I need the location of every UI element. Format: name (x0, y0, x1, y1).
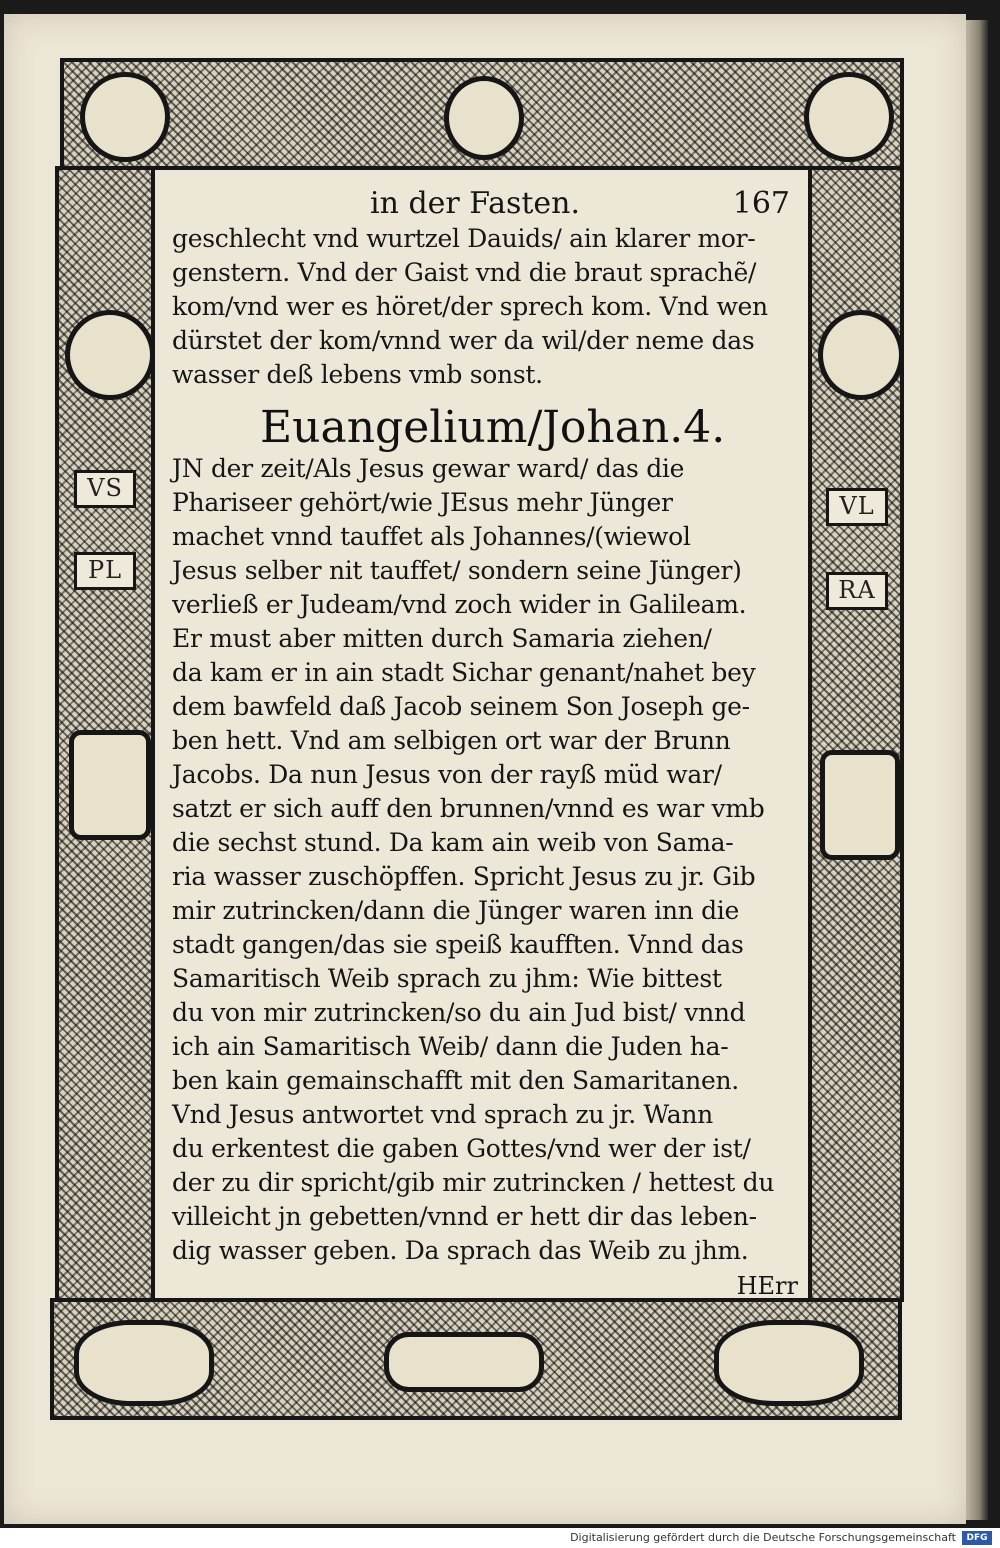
ornament-orb-right (818, 310, 904, 400)
body-line: dem bawfeld daß Jacob seinem Son Joseph ge- (172, 692, 750, 721)
page-number: 167 (732, 186, 790, 221)
section-heading: Euangelium/Johan.4. (260, 402, 726, 453)
text-block (160, 172, 808, 1300)
body-line: ria wasser zuschöpffen. Spricht Jesus zu jr. Gib (172, 862, 756, 891)
body-line: ben kain gemainschafft mit den Samaritanen. (172, 1066, 739, 1095)
catchword: HErr (736, 1272, 798, 1300)
intro-line: geschlecht vnd wurtzel Dauids/ ain klarer mor- (172, 224, 756, 253)
footer-strip (0, 1528, 1000, 1548)
woodcut-border-bottom (50, 1298, 902, 1420)
ornament-urn-left (69, 730, 151, 840)
body-line: ich ain Samaritisch Weib/ dann die Juden ha- (172, 1032, 729, 1061)
body-line: stadt gangen/das sie speiß kaufften. Vnnd das (172, 930, 744, 959)
border-label-vs: VS (74, 470, 136, 508)
body-line: die sechst stund. Da kam ain weib von Sama- (172, 828, 734, 857)
body-line: Er must aber mitten durch Samaria ziehen/ (172, 624, 712, 653)
border-label-pl: PL (74, 552, 136, 590)
body-line: JN der zeit/Als Jesus gewar ward/ das die (172, 454, 685, 483)
ornament-scroll-right (804, 72, 894, 162)
woodcut-border-right (808, 166, 904, 1302)
page-edge (966, 20, 988, 1520)
running-head-title: in der Fasten. (370, 186, 581, 221)
ornament-cartouche (384, 1332, 544, 1392)
body-line: Phariseer gehört/wie JEsus mehr Jünger (172, 488, 673, 517)
body-line: Jacobs. Da nun Jesus von der rayß müd war/ (172, 760, 722, 789)
ornament-rosette-left (80, 72, 170, 162)
body-line: verließ er Judeam/vnd zoch wider in Galileam. (172, 590, 747, 619)
border-label-vl: VL (826, 488, 888, 526)
woodcut-border-top (60, 58, 904, 170)
body-line: dig wasser geben. Da sprach das Weib zu jhm. (172, 1236, 749, 1265)
intro-line: kom/vnd wer es höret/der sprech kom. Vnd wen (172, 292, 768, 321)
body-line: Jesus selber nit tauffet/ sondern seine Jünger) (172, 556, 742, 585)
body-line: da kam er in ain stadt Sichar genant/nahet bey (172, 658, 756, 687)
dfg-logo: DFG (962, 1531, 992, 1545)
ornament-urn-right (820, 750, 900, 860)
funding-credit: Digitalisierung gefördert durch die Deutsche Forschungsgemeinschaft (570, 1531, 956, 1544)
body-line: du von mir zutrincken/so du ain Jud bist/ vnnd (172, 998, 746, 1027)
body-line: Vnd Jesus antwortet vnd sprach zu jr. Wann (172, 1100, 713, 1129)
ornament-face (444, 76, 524, 160)
body-line: der zu dir spricht/gib mir zutrincken / hettest du (172, 1168, 775, 1197)
ornament-animal-right (714, 1320, 864, 1406)
body-line: du erkentest die gaben Gottes/vnd wer der ist/ (172, 1134, 751, 1163)
body-line: ben hett. Vnd am selbigen ort war der Brunn (172, 726, 731, 755)
border-label-ra: RA (826, 572, 888, 610)
body-line: Samaritisch Weib sprach zu jhm: Wie bittest (172, 964, 722, 993)
intro-line: dürstet der kom/vnnd wer da wil/der neme das (172, 326, 755, 355)
body-line: villeicht jn gebetten/vnnd er hett dir das leben- (172, 1202, 757, 1231)
intro-line: genstern. Vnd der Gaist vnd die braut sprachẽ/ (172, 258, 757, 287)
ornament-animal-left (74, 1320, 214, 1406)
body-line: mir zutrincken/dann die Jünger waren inn die (172, 896, 739, 925)
intro-line: wasser deß lebens vmb sonst. (172, 360, 543, 389)
body-line: machet vnnd tauffet als Johannes/(wiewol (172, 522, 691, 551)
body-line: satzt er sich auff den brunnen/vnnd es war vmb (172, 794, 765, 823)
ornament-orb-left (65, 310, 155, 400)
woodcut-border-left (55, 166, 155, 1302)
